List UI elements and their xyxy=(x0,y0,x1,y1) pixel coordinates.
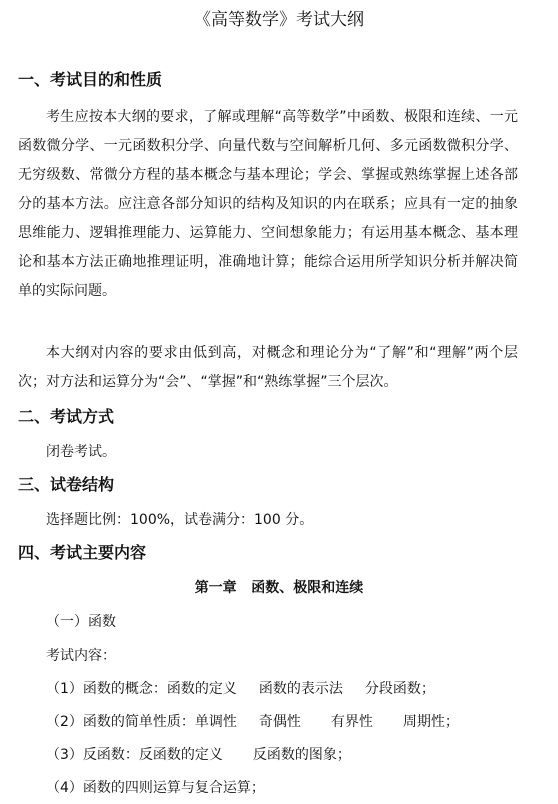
chapter-title: 第一章 函数、极限和连续 xyxy=(194,580,364,596)
item-part: 函数的表示法 xyxy=(258,681,343,697)
item-number: （4） xyxy=(46,780,83,796)
content-item-4 xyxy=(46,776,265,800)
content-item-1 xyxy=(46,677,435,701)
document-title: 《高等数学》考试大纲 xyxy=(194,10,364,30)
section-heading-main-content: 四、考试主要内容 xyxy=(18,543,147,562)
paper-structure-text: 选择题比例：100%，试卷满分：100 分。 xyxy=(46,512,314,528)
item-part: 函数的简单性质：单调性 xyxy=(82,714,237,730)
purpose-paragraph-1: 考生应按本大纲的要求，了解或理解“高等数学”中函数、极限和连续、一元函数微分学、一元函数积分学、向量代数与空间解析几何、多元函数微积分学、无穷级数、常微分方程的基本概念与基本理论；学会、掌握或熟练掌握上述各部分的基本方法。应注意各部分知识的结构及知识的内在联系；应具有一定的抽象思维能力、逻辑推理能力、运算能力、空间想象能力；有运用基本概念、基本理论和基本方法正确地推理证明，准确地计算；能综合运用所学知识分析并解决简单的实际问题。 xyxy=(18,109,518,299)
item-part: 奇偶性 xyxy=(258,714,301,730)
section-heading-exam-method: 二、考试方式 xyxy=(18,407,115,426)
item-part: 反函数的图象； xyxy=(252,747,351,763)
item-number: （3） xyxy=(46,747,83,763)
subsection-title: （一）函数 xyxy=(46,614,116,630)
purpose-paragraph-2: 本大纲对内容的要求由低到高，对概念和理论分为“了解”和“理解”两个层次；对方法和运算分为“会”、“掌握”和“熟练掌握”三个层次。 xyxy=(18,345,518,390)
item-part: 函数的概念：函数的定义 xyxy=(82,681,237,697)
section-heading-paper-structure: 三、试卷结构 xyxy=(18,475,115,494)
item-part: 有界性 xyxy=(330,714,373,730)
content-item-2 xyxy=(46,710,459,734)
section-heading-purpose: 一、考试目的和性质 xyxy=(18,70,163,89)
content-item-3 xyxy=(46,743,351,767)
item-number: （1） xyxy=(46,681,83,697)
content-label: 考试内容： xyxy=(46,648,116,664)
item-part: 分段函数； xyxy=(364,681,435,697)
item-number: （2） xyxy=(46,714,83,730)
exam-method-text: 闭卷考试。 xyxy=(46,444,116,460)
item-part: 周期性； xyxy=(402,714,459,730)
item-part: 函数的四则运算与复合运算； xyxy=(82,780,265,796)
item-part: 反函数：反函数的定义 xyxy=(82,747,223,763)
